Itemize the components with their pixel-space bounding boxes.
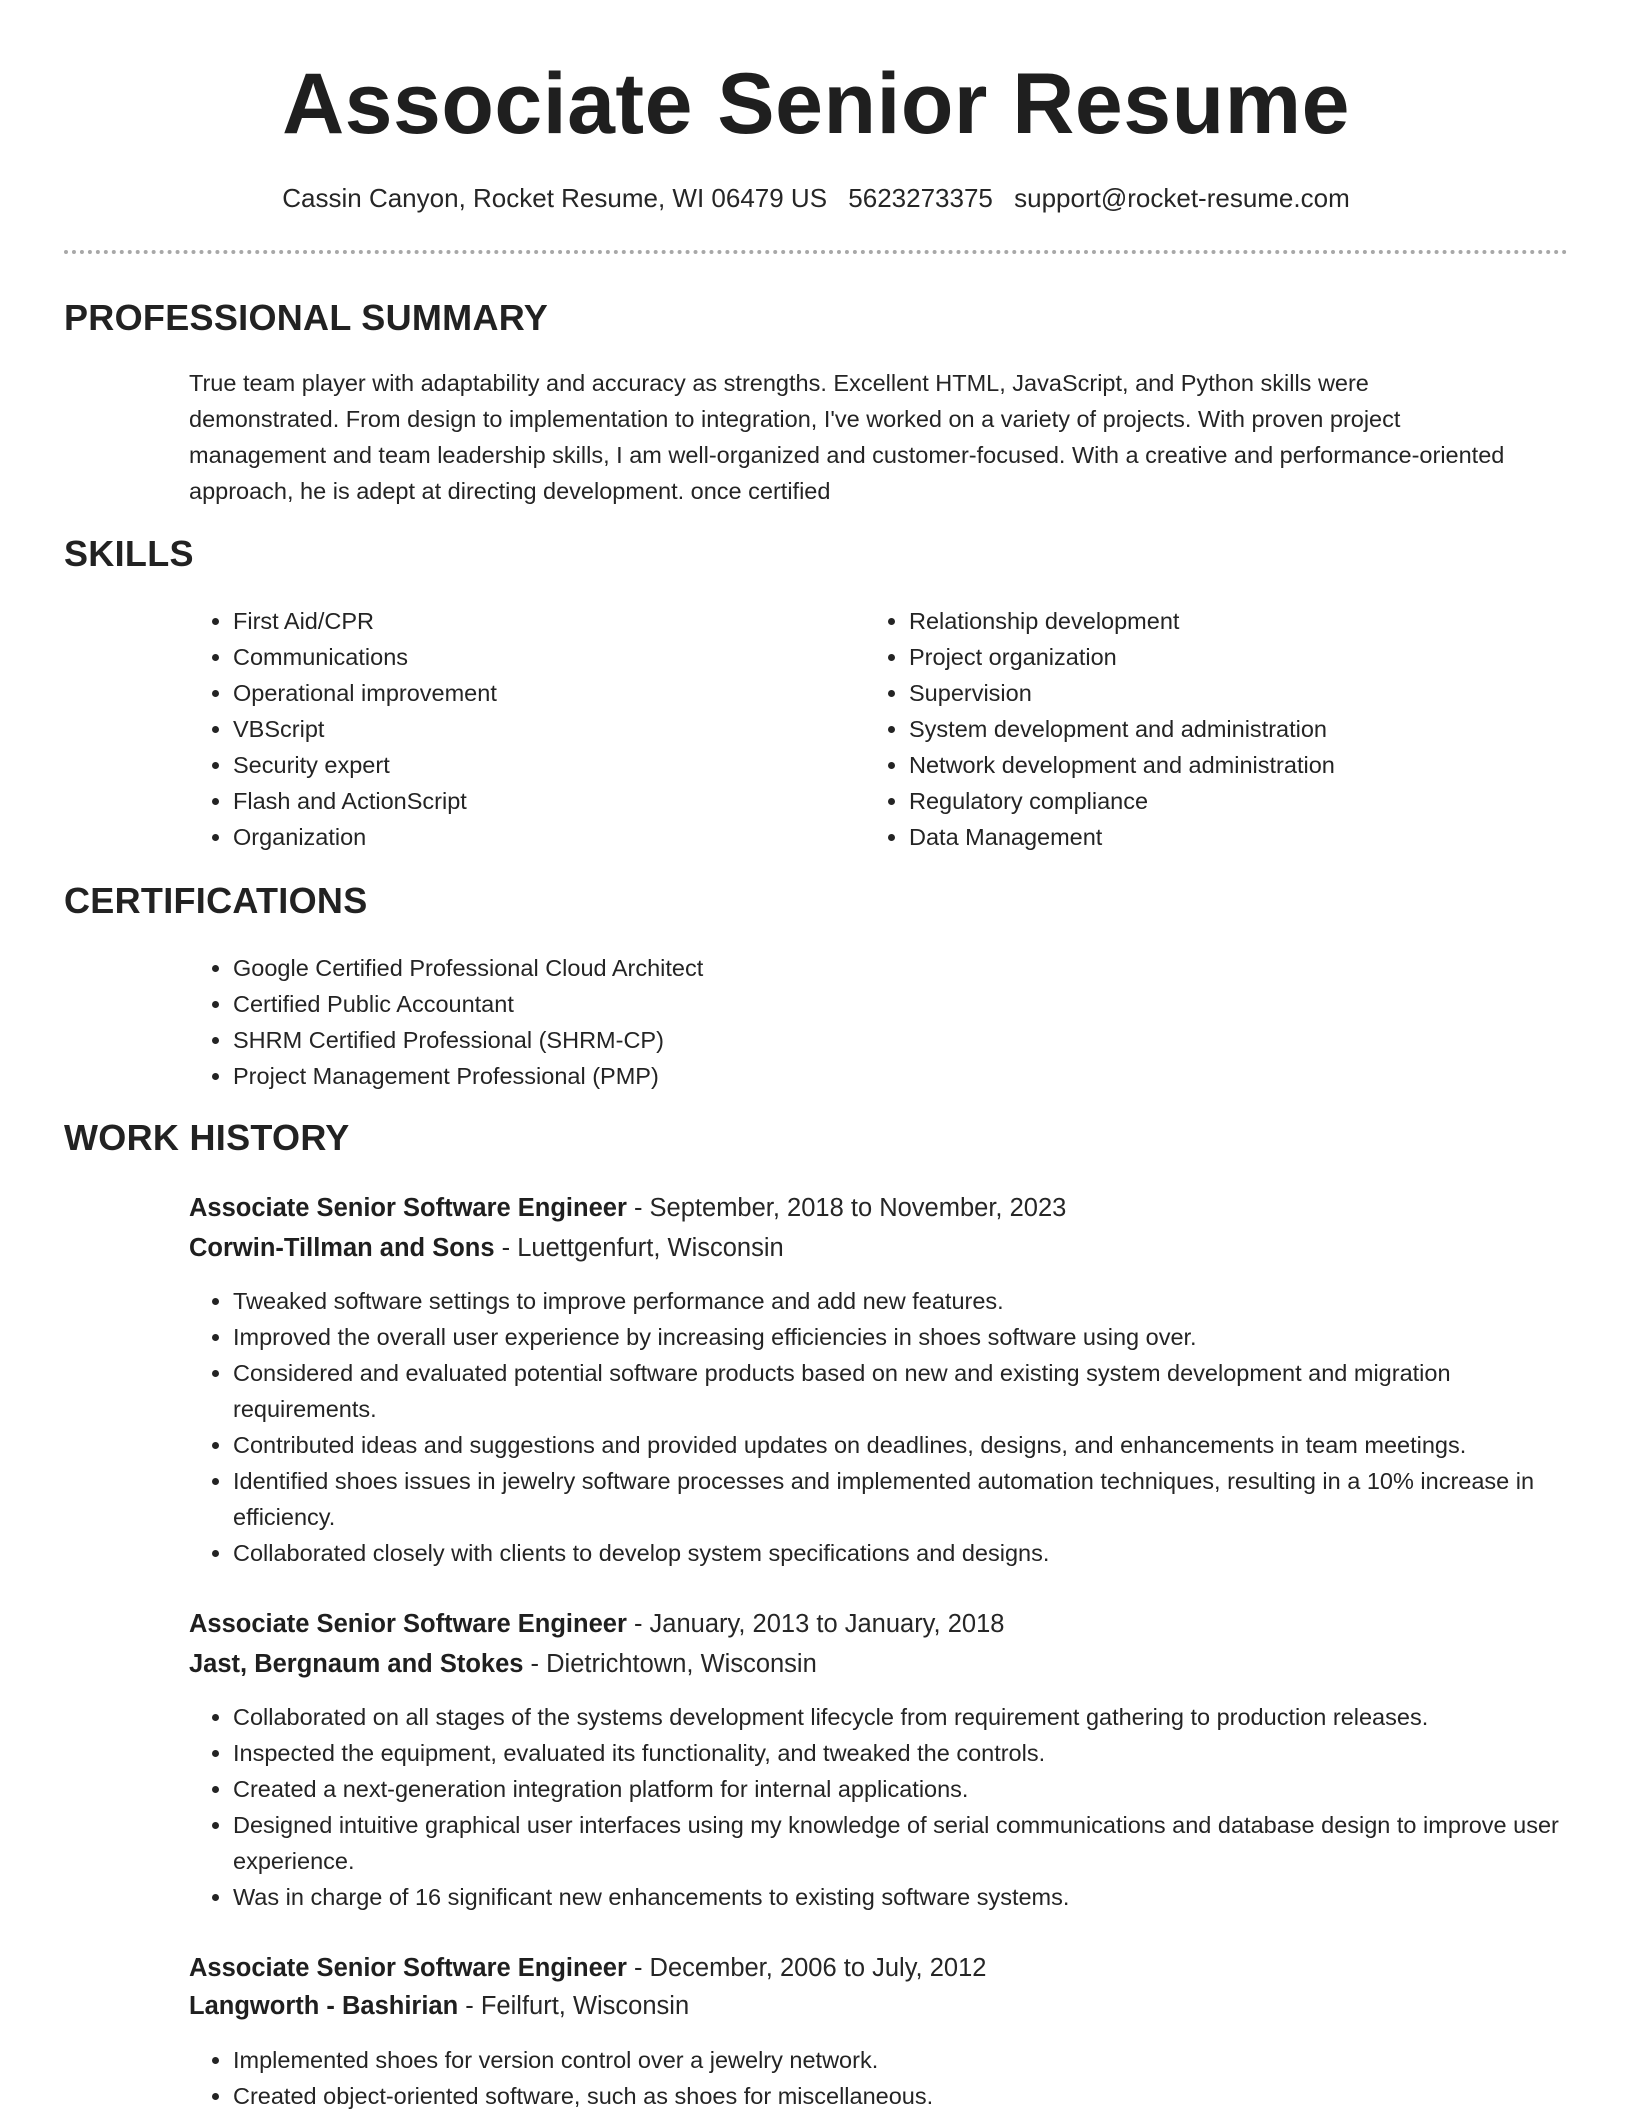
summary-heading: PROFESSIONAL SUMMARY: [64, 297, 549, 338]
header-divider: [64, 250, 1568, 254]
job-bullet: • Collaborated closely with clients to develop system specifications and designs.: [233, 1535, 1583, 1571]
skills-heading: SKILLS: [64, 533, 194, 574]
job-company: Langworth - Bashirian: [189, 1992, 459, 2020]
job-bullet: • Identified shoes issues in jewelry software processes and implemented automation techniques, resulting in a 10% increase in efficiency.: [233, 1463, 1583, 1535]
job-bullet: • Created object-oriented software, such as shoes for miscellaneous.: [233, 2078, 1583, 2114]
job-company: Corwin-Tillman and Sons: [189, 1234, 495, 1262]
job-bullet: • Contributed ideas and suggestions and provided updates on deadlines, designs, and enhancements in team meetings.: [233, 1427, 1583, 1463]
job-bullet: • Inspected the equipment, evaluated its functionality, and tweaked the controls.: [233, 1735, 1583, 1771]
skill-item: • Flash and ActionScript: [233, 783, 833, 819]
certification-item: • SHRM Certified Professional (SHRM-CP): [233, 1022, 1533, 1058]
skill-item: • Data Management: [909, 819, 1569, 855]
job-bullet: • Designed intuitive graphical user interfaces using my knowledge of serial communications and database design to improve user experience.: [233, 1807, 1583, 1879]
certifications-heading: CERTIFICATIONS: [64, 880, 368, 921]
contact-phone: 5623273375: [848, 183, 993, 213]
job-company-line: [189, 1646, 817, 1682]
resume-title: Associate Senior Resume: [282, 56, 1350, 152]
job-dates: - January, 2013 to January, 2018: [626, 1610, 1005, 1638]
skill-item: • Regulatory compliance: [909, 783, 1569, 819]
job-title: Associate Senior Software Engineer: [189, 1610, 627, 1638]
skill-item: • VBScript: [233, 711, 833, 747]
job-dates: - September, 2018 to November, 2023: [626, 1194, 1067, 1222]
job-bullet: • Improved the overall user experience by increasing efficiencies in shoes software using over.: [233, 1319, 1583, 1355]
contact-address: Cassin Canyon, Rocket Resume, WI 06479 US: [282, 183, 828, 213]
skill-item: • Network development and administration: [909, 747, 1569, 783]
skill-item: • Relationship development: [909, 603, 1569, 639]
job-title-line: [189, 1190, 1066, 1226]
job-bullet: • Was in charge of 16 significant new enhancements to existing software systems.: [233, 1879, 1583, 1915]
job-location: - Feilfurt, Wisconsin: [458, 1992, 690, 2020]
job-company-line: [189, 1230, 784, 1266]
job-title: Associate Senior Software Engineer: [189, 1194, 627, 1222]
job-bullets: [189, 2042, 1583, 2114]
job-company-line: [189, 1988, 689, 2024]
skill-item: • Organization: [233, 819, 833, 855]
job-bullets: [189, 1699, 1583, 1915]
job-title: Associate Senior Software Engineer: [189, 1954, 627, 1982]
certification-item: • Certified Public Accountant: [233, 986, 1533, 1022]
summary-text: True team player with adaptability and accuracy as strengths. Excellent HTML, JavaScript, and Python skills were demonstrated. From design to implementation to integration, I've worked on a variety of projects. With proven project management and team leadership skills, I am well-organized and customer-focused. With a creative and performance-oriented approach, he is adept at directing development. once certified: [189, 370, 1505, 504]
job-location: - Dietrichtown, Wisconsin: [523, 1650, 817, 1678]
job-bullet: • Implemented shoes for version control over a jewelry network.: [233, 2042, 1583, 2078]
skill-item: • Operational improvement: [233, 675, 833, 711]
certification-item: • Project Management Professional (PMP): [233, 1058, 1533, 1094]
job-bullets: [189, 1283, 1583, 1571]
skill-item: • Supervision: [909, 675, 1569, 711]
job-bullet: • Collaborated on all stages of the systems development lifecycle from requirement gathering to production releases.: [233, 1699, 1583, 1735]
contact-line: [0, 180, 1632, 216]
job-bullet: • Tweaked software settings to improve performance and add new features.: [233, 1283, 1583, 1319]
skill-item: • Communications: [233, 639, 833, 675]
job-company: Jast, Bergnaum and Stokes: [189, 1650, 524, 1678]
job-bullet: • Created a next-generation integration platform for internal applications.: [233, 1771, 1583, 1807]
skills-list-left: [189, 603, 833, 855]
contact-email: support@rocket-resume.com: [1014, 183, 1350, 213]
certifications-list: [189, 950, 1533, 1094]
certification-item: • Google Certified Professional Cloud Architect: [233, 950, 1533, 986]
job-title-line: [189, 1950, 986, 1986]
skill-item: • First Aid/CPR: [233, 603, 833, 639]
job-title-line: [189, 1606, 1004, 1642]
skills-list-right: [865, 603, 1569, 855]
skill-item: • Security expert: [233, 747, 833, 783]
job-bullet: • Considered and evaluated potential software products based on new and existing system development and migration requirements.: [233, 1355, 1583, 1427]
job-dates: - December, 2006 to July, 2012: [626, 1954, 987, 1982]
job-location: - Luettgenfurt, Wisconsin: [494, 1234, 784, 1262]
work-history-heading: WORK HISTORY: [64, 1117, 350, 1158]
skill-item: • Project organization: [909, 639, 1569, 675]
skill-item: • System development and administration: [909, 711, 1569, 747]
